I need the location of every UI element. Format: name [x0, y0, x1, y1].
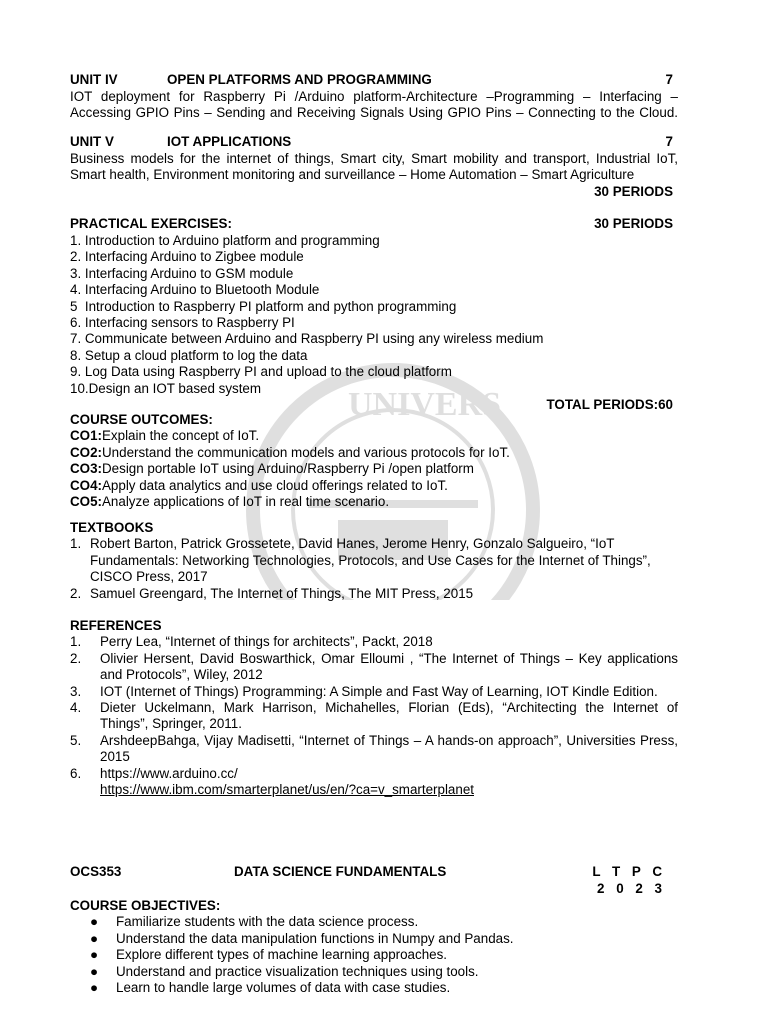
unit-iv-hours: 7 [665, 72, 673, 87]
reference-item [70, 651, 678, 684]
course-objectives-section [70, 898, 678, 996]
practical-exercises-section [70, 216, 678, 413]
outcome-label: CO3: [70, 461, 102, 477]
total-periods: TOTAL PERIODS:60 [546, 397, 673, 413]
textbooks-heading: TEXTBOOKS [70, 520, 154, 535]
outcome-label: CO4: [70, 477, 102, 493]
objective-text: Familiarize students with the data science process. [116, 914, 419, 930]
practical-item: 2. Interfacing Arduino to Zigbee module [70, 249, 304, 265]
textbook-item [70, 536, 678, 585]
unit-v-periods: 30 PERIODS [594, 183, 673, 199]
course-title: DATA SCIENCE FUNDAMENTALS [234, 864, 447, 879]
bullet-icon: ● [90, 963, 99, 979]
practical-heading-row [70, 216, 678, 233]
textbook-line: Samuel Greengard, The Internet of Things, The MIT Press, 2015 [90, 585, 474, 601]
objective-item [70, 914, 678, 930]
unit-iv-line-2: Accessing GPIO Pins – Sending and Receiving Signals Using GPIO Pins – Connecting to the Cloud. [70, 105, 678, 121]
course-outcomes-section [70, 412, 678, 510]
references-heading: REFERENCES [70, 618, 162, 633]
practical-heading: PRACTICAL EXERCISES: [70, 216, 232, 231]
textbook-item [70, 586, 678, 602]
objectives-list [70, 914, 678, 996]
unit-v-section [70, 134, 678, 200]
practical-item: 5 Introduction to Raspberry PI platform and python programming [70, 298, 457, 314]
reference-number: 1. [70, 634, 82, 650]
practical-item: 1. Introduction to Arduino platform and programming [70, 233, 380, 248]
bullet-icon: ● [90, 947, 99, 963]
reference-text: Perry Lea, “Internet of things for architects”, Packt, 2018 [100, 634, 433, 650]
objective-text: Explore different types of machine learning approaches. [116, 947, 447, 963]
bullet-icon: ● [90, 980, 99, 996]
ocs353-section [70, 864, 678, 897]
unit-v-code: UNIT V [70, 134, 114, 149]
outcome-text: Apply data analytics and use cloud offerings related to IoT. [102, 477, 448, 493]
outcome-text: Understand the communication models and various protocols for IoT. [102, 444, 510, 460]
practical-item: 9. Log Data using Raspberry PI and upload to the cloud platform [70, 364, 452, 380]
outcomes-heading: COURSE OUTCOMES: [70, 412, 213, 427]
reference-number: 2. [70, 650, 82, 666]
reference-text: Olivier Hersent, David Boswarthick, Omar Elloumi , “The Internet of Things – Key applications and Protocols”, Wiley, 2012 [100, 650, 678, 683]
course-heading-row [70, 864, 678, 881]
objective-item [70, 980, 678, 996]
references-list [70, 634, 678, 798]
unit-iv-section [70, 72, 678, 122]
course-code: OCS353 [70, 864, 122, 879]
practical-item: 8. Setup a cloud platform to log the data [70, 347, 308, 363]
outcome-item [70, 461, 678, 477]
textbooks-section [70, 520, 678, 602]
reference-item [70, 634, 678, 650]
unit-v-heading [70, 134, 678, 151]
outcome-label: CO5: [70, 494, 102, 510]
outcome-label: CO1: [70, 428, 102, 444]
outcome-label: CO2: [70, 444, 102, 460]
bullet-icon: ● [90, 930, 99, 946]
textbook-line: Robert Barton, Patrick Grossetete, David Hanes, Jerome Henry, Gonzalo Salgueiro, “IoT [90, 536, 615, 552]
unit-iv-line-1: IOT deployment for Raspberry Pi /Arduino platform-Architecture –Programming – Interfacing – [70, 89, 678, 104]
objective-item [70, 964, 678, 980]
svg-text:UNIVERS: UNIVERS [348, 386, 502, 423]
unit-v-line-2: Smart health, Environment monitoring and surveillance – Home Automation – Smart Agriculture [70, 167, 635, 183]
textbook-number: 1. [70, 536, 82, 552]
outcome-item [70, 478, 678, 494]
objective-text: Understand the data manipulation functions in Numpy and Pandas. [116, 930, 514, 946]
unit-iv-code: UNIT IV [70, 72, 118, 87]
reference-item [70, 684, 678, 700]
practical-item: 3. Interfacing Arduino to GSM module [70, 265, 294, 281]
reference-text: IOT (Internet of Things) Programming: A Simple and Fast Way of Learning, IOT Kindle Edition. [100, 683, 658, 699]
outcome-item [70, 445, 678, 461]
reference-number: 4. [70, 700, 82, 716]
practical-item: 10.Design an IOT based system [70, 380, 262, 396]
practical-periods: 30 PERIODS [594, 216, 673, 231]
outcome-text: Explain the concept of IoT. [102, 428, 260, 444]
reference-item [70, 700, 678, 733]
reference-item [70, 766, 678, 782]
textbooks-list [70, 536, 678, 602]
reference-number: 3. [70, 683, 82, 699]
unit-iv-heading [70, 72, 678, 89]
textbook-line: CISCO Press, 2017 [90, 569, 208, 585]
objective-item [70, 931, 678, 947]
unit-iv-title: OPEN PLATFORMS AND PROGRAMMING [167, 72, 432, 87]
reference-number: 5. [70, 732, 82, 748]
objective-text: Understand and practice visualization techniques using tools. [116, 963, 479, 979]
unit-v-hours: 7 [665, 134, 673, 149]
objectives-heading: COURSE OBJECTIVES: [70, 898, 221, 913]
outcome-item [70, 428, 678, 444]
textbook-line: Fundamentals: Networking Technologies, Protocols, and Use Cases for the Internet of Things”, [90, 552, 651, 568]
bullet-icon: ● [90, 914, 99, 930]
reference-item [70, 733, 678, 766]
unit-v-line-1: Business models for the internet of things, Smart city, Smart mobility and transport, Industrial IoT, [70, 151, 678, 166]
textbook-number: 2. [70, 585, 82, 601]
ibm-link[interactable]: https://www.ibm.com/smarterplanet/us/en/?ca=v_smarterplanet [100, 782, 474, 798]
arduino-link[interactable]: https://www.arduino.cc/ [100, 765, 238, 781]
outcome-item [70, 494, 678, 510]
reference-number: 6. [70, 765, 82, 781]
objective-text: Learn to handle large volumes of data with case studies. [116, 980, 451, 996]
objective-item [70, 947, 678, 963]
outcome-text: Design portable IoT using Arduino/Raspberry Pi /open platform [102, 461, 474, 477]
practical-item: 7. Communicate between Arduino and Raspberry PI using any wireless medium [70, 331, 544, 347]
outcome-text: Analyze applications of IoT in real time scenario. [102, 494, 390, 510]
ltpc-header: L T P C [592, 864, 666, 879]
unit-v-title: IOT APPLICATIONS [167, 134, 292, 149]
reference-text: Dieter Uckelmann, Mark Harrison, Michahelles, Florian (Eds), “Architecting the Internet of Things”, Springer, 2011. [100, 700, 678, 732]
ltpc-values: 2 0 2 3 [597, 881, 666, 896]
reference-text: ArshdeepBahga, Vijay Madisetti, “Internet of Things – A hands-on approach”, Universities Press, 2015 [100, 732, 678, 765]
practical-item: 4. Interfacing Arduino to Bluetooth Module [70, 282, 320, 298]
references-section [70, 618, 678, 798]
practical-item: 6. Interfacing sensors to Raspberry PI [70, 315, 295, 331]
